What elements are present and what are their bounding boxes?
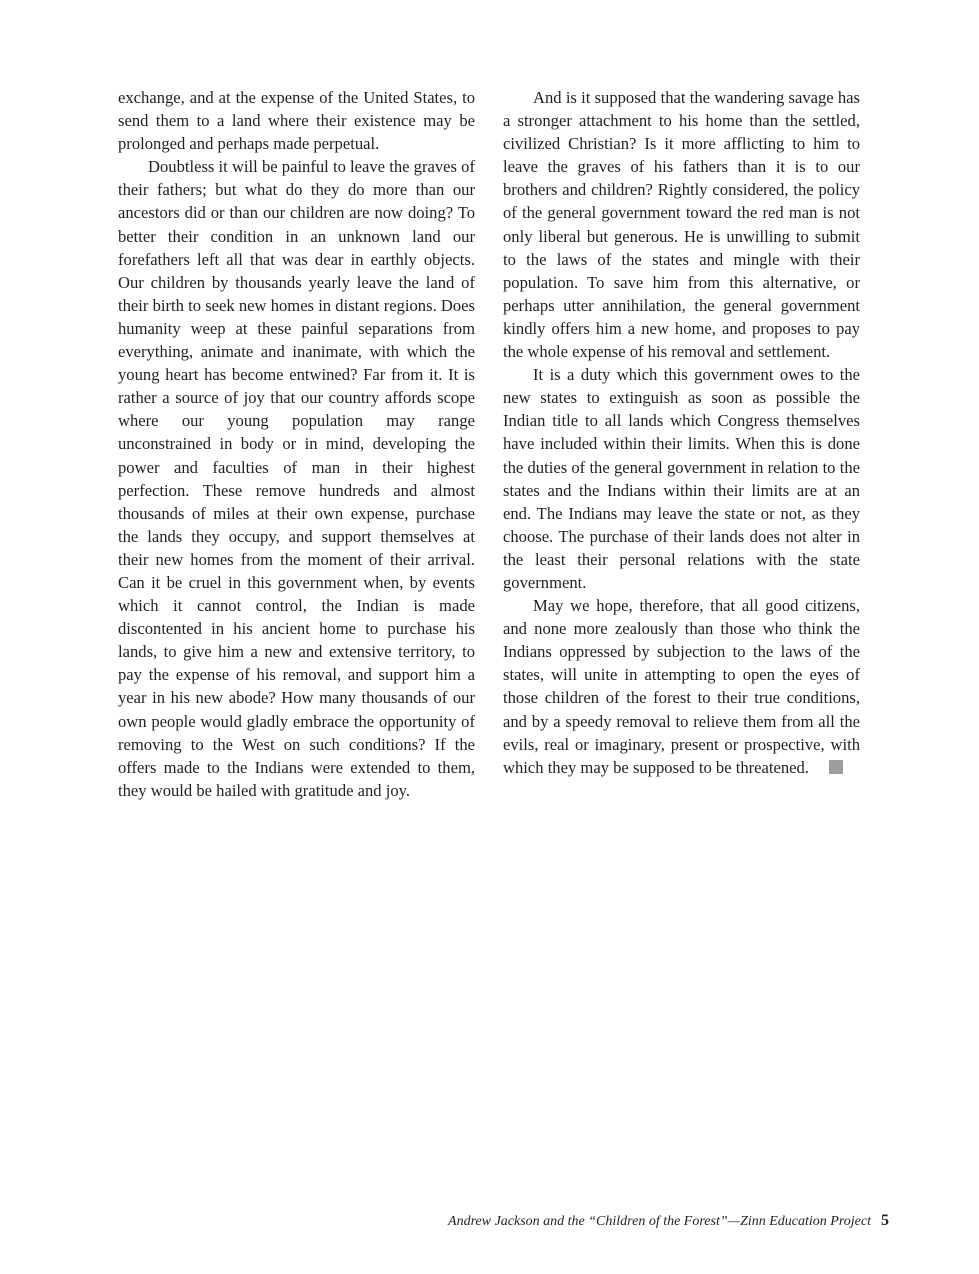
left-column <box>118 86 475 802</box>
right-paragraph-3 <box>503 594 860 779</box>
left-paragraph-1: exchange, and at the expense of the United States, to send them to a land where their existence may be prolonged and perhaps made perpetual. <box>118 88 475 154</box>
right-paragraph-2: It is a duty which this government owes to the new states to extinguish as soon as possible the Indian title to all lands which Congress themselves have included within their limits. When this is done the duties of the general government in relation to the states and the Indians within their limits are at an end. The Indians may leave the state or not, as they choose. The purchase of their lands does not alter in the least their personal relations with the state government. <box>503 365 860 592</box>
left-paragraph-2: Doubtless it will be painful to leave the graves of their fathers; but what do they do more than our ancestors did or than our children are now doing? To better their condition in an unknown land our forefathers left all that was dear in earthly objects. Our children by thousands yearly leave the land of their birth to seek new homes in distant regions. Does humanity weep at these painful separations from everything, animate and inanimate, with which the young heart has become entwined? Far from it. It is rather a source of joy that our country affords scope where our young population may range unconstrained in body or in mind, developing the power and faculties of man in their highest perfection. These remove hundreds and almost thousands of miles at their own expense, purchase the lands they occupy, and support themselves at their new homes from the moment of their arrival. Can it be cruel in this government when, by events which it cannot control, the Indian is made discontented in his ancient home to purchase his lands, to give him a new and extensive territory, to pay the expense of his removal, and support him a year in his new abode? How many thousands of our own people would gladly embrace the opportunity of removing to the West on such conditions? If the offers made to the Indians were extended to them, they would be hailed with gratitude and joy. <box>118 157 475 800</box>
right-column <box>503 86 860 779</box>
running-footer-title: Andrew Jackson and the “Children of the Forest”—Zinn Education Project <box>448 1214 871 1229</box>
page-number: 5 <box>881 1212 889 1229</box>
right-paragraph-3-text: May we hope, therefore, that all good citizens, and none more zealously than those who think the Indians oppressed by subjection to the laws of the states, will unite in attempting to open the eyes of those children of the forest to their true conditions, and by a speedy removal to relieve them from all the evils, real or imaginary, present or prospective, with which they may be supposed to be threatened. <box>503 596 860 777</box>
right-paragraph-1: And is it supposed that the wandering savage has a stronger attachment to his home than the settled, civilized Christian? Is it more afflicting to him to leave the graves of his fathers than it is to our brothers and children? Rightly considered, the policy of the general government toward the red man is not only liberal but generous. He is unwilling to submit to the laws of the states and mingle with their population. To save him from this alternative, or perhaps utter annihilation, the general government kindly offers him a new home, and proposes to pay the whole expense of his removal and settlement. <box>503 88 860 362</box>
end-of-article-mark <box>829 760 843 774</box>
page-footer <box>448 1211 889 1232</box>
